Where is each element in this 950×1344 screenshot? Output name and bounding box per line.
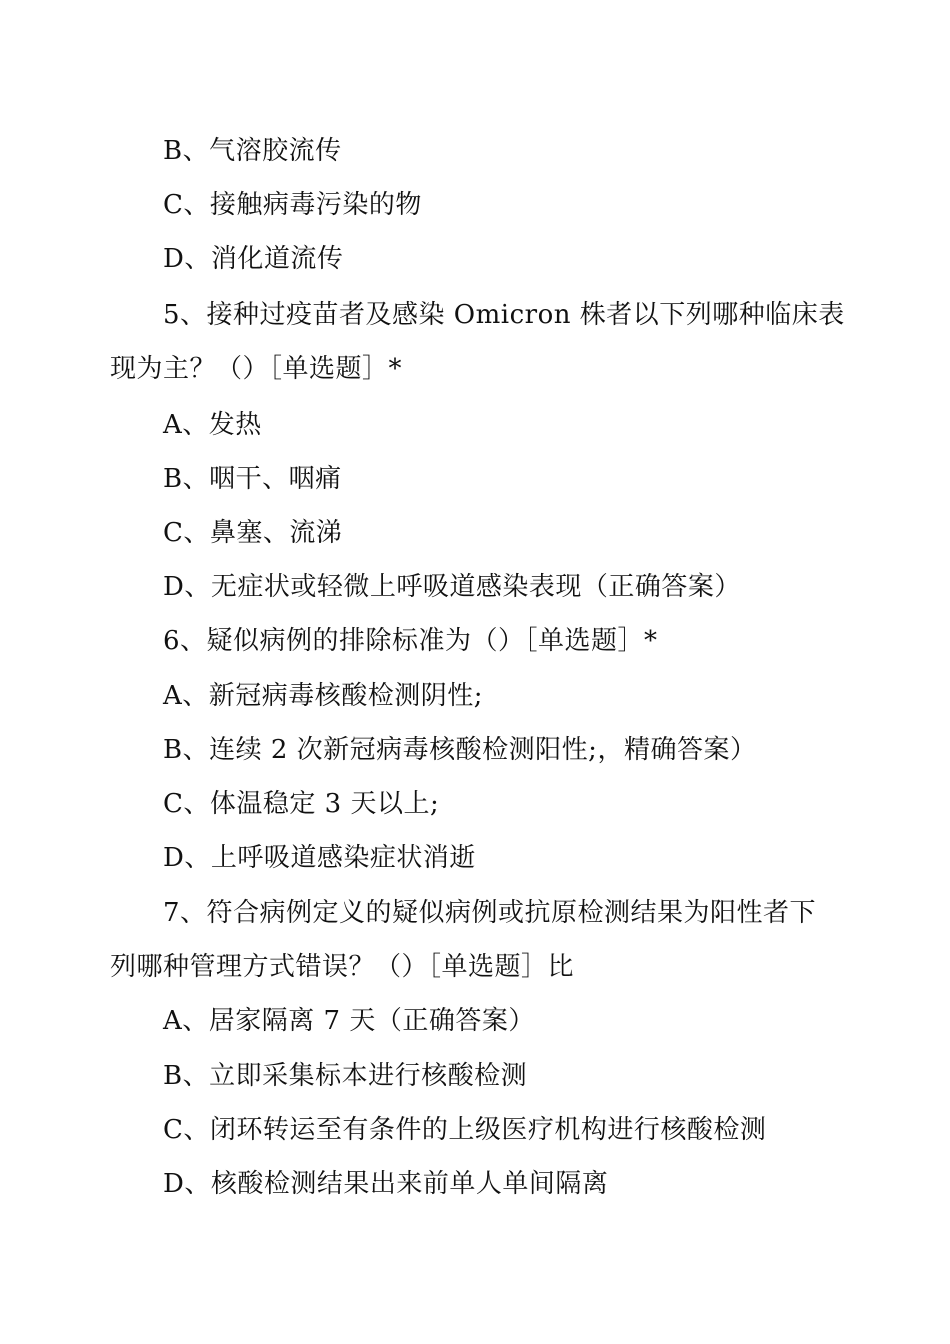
option-line: D、无症状或轻微上呼吸道感染表现（正确答案） — [163, 572, 741, 602]
option-line: C、鼻塞、流涕 — [163, 518, 343, 548]
option-line: C、接触病毒污染的物 — [163, 190, 422, 220]
option-line: B、咽干、咽痛 — [163, 464, 342, 494]
question-line: 现为主？（）［单选题］* — [110, 354, 403, 384]
option-line: B、立即采集标本进行核酸检测 — [163, 1061, 528, 1091]
option-line: D、核酸检测结果出来前单人单间隔离 — [163, 1169, 609, 1199]
option-line: B、连续 2 次新冠病毒核酸检测阳性;，精确答案） — [163, 735, 757, 765]
option-line: C、体温稳定 3 天以上; — [163, 789, 440, 819]
question-line: 6、疑似病例的排除标准为（）［单选题］* — [163, 626, 658, 656]
question-line: 7、符合病例定义的疑似病例或抗原检测结果为阳性者下 — [163, 898, 817, 928]
option-line: C、闭环转运至有条件的上级医疗机构进行核酸检测 — [163, 1115, 767, 1145]
option-line: D、上呼吸道感染症状消逝 — [163, 843, 476, 873]
option-line: B、气溶胶流传 — [163, 136, 342, 166]
question-line: 列哪种管理方式错误？（）［单选题］比 — [110, 952, 575, 982]
option-line: A、居家隔离 7 天（正确答案） — [163, 1006, 535, 1036]
question-line: 5、接种过疫苗者及感染 Omicron 株者以下列哪种临床表 — [163, 300, 845, 330]
option-line: D、消化道流传 — [163, 244, 344, 274]
option-line: A、新冠病毒核酸检测阴性; — [163, 681, 484, 711]
option-line: A、发热 — [163, 410, 262, 440]
